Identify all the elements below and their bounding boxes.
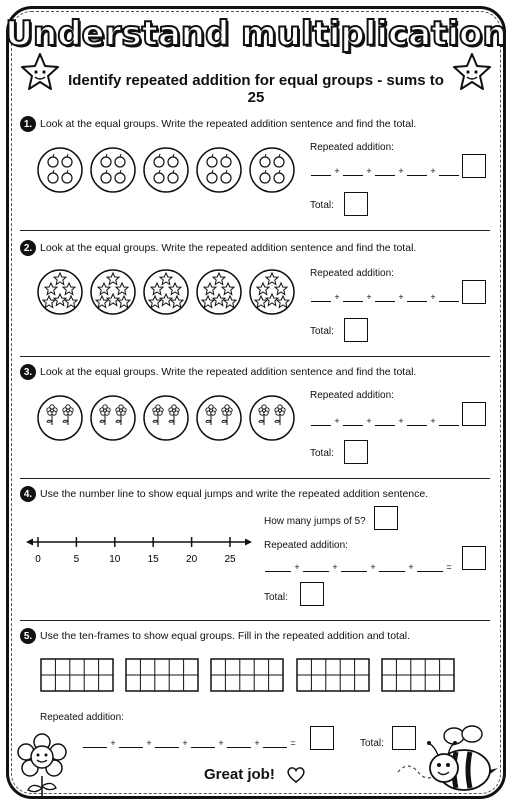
repeated-addition-sentence[interactable]: + + + + <box>310 416 470 426</box>
question-number: 1. <box>20 116 36 132</box>
number-line-label: 20 <box>186 554 198 565</box>
flower-icon <box>14 732 70 798</box>
total-label: Total: <box>310 326 334 337</box>
total-label: Total: <box>360 738 384 749</box>
number-line-label: 5 <box>73 554 80 565</box>
repeated-addition-label: Repeated addition: <box>310 142 394 153</box>
smiling-star-icon <box>20 52 60 92</box>
total-label: Total: <box>264 592 288 603</box>
repeated-addition-sentence[interactable]: + + + + <box>310 166 470 176</box>
sum-answer-box[interactable] <box>462 402 486 426</box>
number-line <box>24 534 256 568</box>
question-1 <box>20 114 490 226</box>
total-answer-box[interactable] <box>344 192 368 216</box>
ten-frames[interactable] <box>40 658 485 692</box>
sum-answer-box[interactable] <box>462 546 486 570</box>
heart-icon <box>286 766 306 784</box>
flower-groups <box>36 394 306 444</box>
bee-icon <box>394 724 500 798</box>
section-divider <box>20 356 490 357</box>
question-number: 3. <box>20 364 36 380</box>
repeated-addition-label: Repeated addition: <box>310 390 394 401</box>
question-prompt: 1. Look at the equal groups. Write the repeated addition sentence and find the total. <box>20 116 416 132</box>
question-prompt: 5. Use the ten-frames to show equal groups. Fill in the repeated addition and total. <box>20 628 410 644</box>
star-groups <box>36 268 306 318</box>
question-2 <box>20 238 490 350</box>
number-line-label: 25 <box>224 554 236 565</box>
encouragement-text: Great job! <box>204 766 275 783</box>
question-number: 5. <box>20 628 36 644</box>
question-number: 2. <box>20 240 36 256</box>
number-line-label: 0 <box>35 554 41 565</box>
total-label: Total: <box>310 200 334 211</box>
repeated-addition-label: Repeated addition: <box>264 540 348 551</box>
question-4 <box>20 486 490 614</box>
question-number: 4. <box>20 486 36 502</box>
total-answer-box[interactable] <box>344 318 368 342</box>
total-answer-box[interactable] <box>344 440 368 464</box>
number-line-label: 15 <box>147 554 159 565</box>
number-line-label: 10 <box>109 554 121 565</box>
sum-answer-box[interactable] <box>462 280 486 304</box>
repeated-addition-label: Repeated addition: <box>40 712 124 723</box>
section-divider <box>20 230 490 231</box>
repeated-addition-label: Repeated addition: <box>310 268 394 279</box>
repeated-addition-sentence[interactable]: + + + + <box>310 292 470 302</box>
repeated-addition-sentence[interactable]: + + + + = <box>264 562 454 572</box>
smiling-star-icon <box>452 52 492 92</box>
section-divider <box>20 478 490 479</box>
question-prompt: 2. Look at the equal groups. Write the repeated addition sentence and find the total. <box>20 240 416 256</box>
sum-answer-box[interactable] <box>462 154 486 178</box>
question-prompt: 3. Look at the equal groups. Write the repeated addition sentence and find the total. <box>20 364 416 380</box>
sum-answer-box[interactable] <box>310 726 334 750</box>
total-answer-box[interactable] <box>300 582 324 606</box>
section-divider <box>20 620 490 621</box>
question-3 <box>20 362 490 474</box>
repeated-addition-sentence[interactable]: + + + + + = <box>82 738 298 748</box>
page-title: Understand multiplication <box>5 14 507 54</box>
jumps-answer-box[interactable] <box>374 506 398 530</box>
page-subtitle: Identify repeated addition for equal groups - sums to 25 <box>68 72 444 106</box>
total-label: Total: <box>310 448 334 459</box>
question-prompt: 4. Use the number line to show equal jumps and write the repeated addition sentence. <box>20 486 428 502</box>
jumps-label: How many jumps of 5? <box>264 516 366 527</box>
apple-groups <box>36 146 306 196</box>
